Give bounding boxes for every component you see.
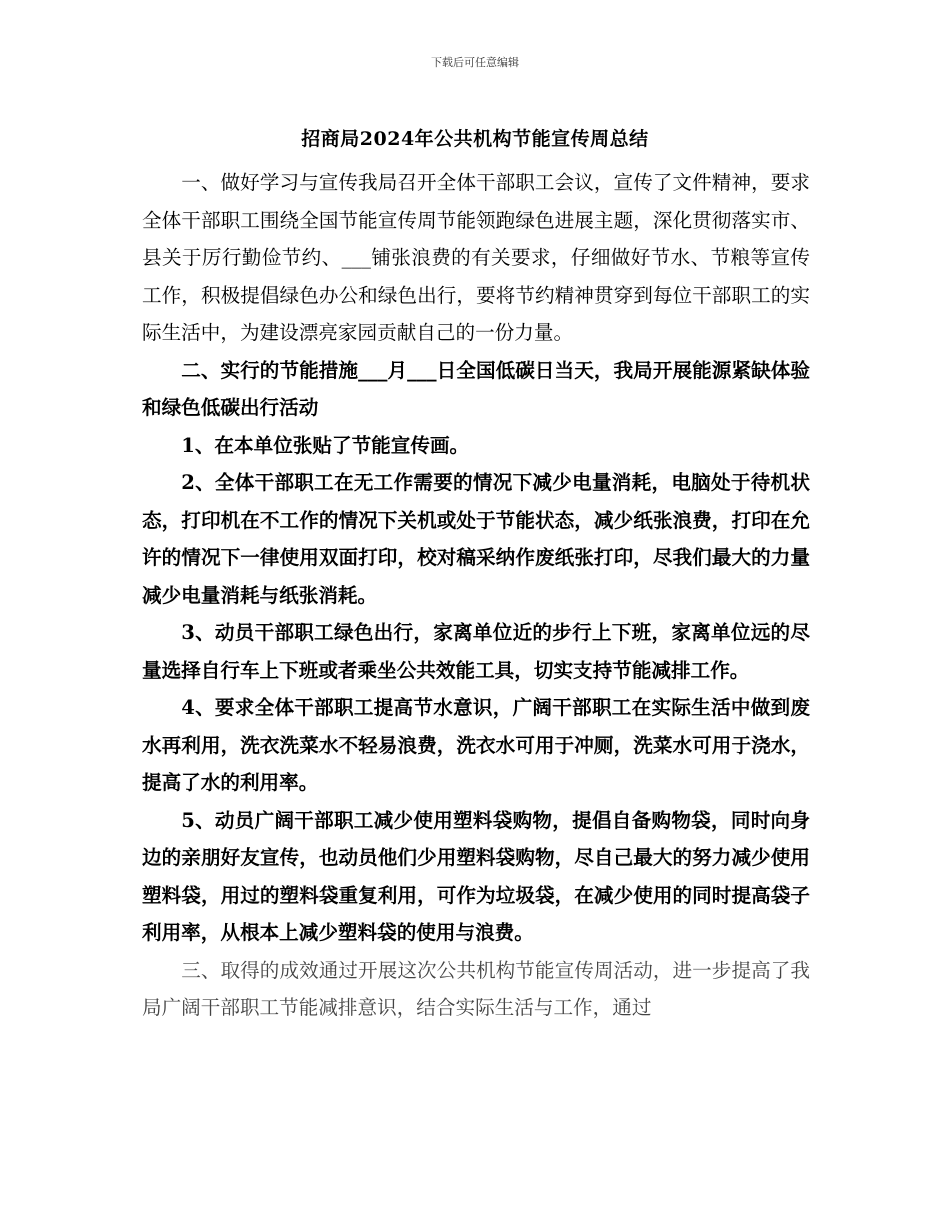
paragraph-item-5: 5、动员广阔干部职工减少使用塑料袋购物，提倡自备购物袋，同时向身边的亲朋好友宣传，也动员他们少用塑料袋购物，尽自己最大的努力减少使用塑料袋，用过的塑料袋重复利用，可作为垃圾袋，在减少使用的同时提高袋子利用率，从根本上减少塑料袋的使用与浪费。 bbox=[142, 808, 810, 944]
paragraph-item-2: 2、全体干部职工在无工作需要的情况下减少电量消耗，电脑处于待机状态，打印机在不工作的情况下关机或处于节能状态，减少纸张浪费，打印在允许的情况下一律使用双面打印，校对稿采纳作废纸张打印，尽我们最大的力量减少电量消耗与纸张消耗。 bbox=[142, 471, 810, 607]
paragraph-section-2-heading: 二、实行的节能措施___月___日全国低碳日当天，我局开展能源紧缺体验和绿色低碳出行活动 bbox=[142, 358, 810, 419]
paragraph-item-3: 3、动员干部职工绿色出行，家离单位近的步行上下班，家离单位远的尽量选择自行车上下班或者乘坐公共效能工具，切实支持节能减排工作。 bbox=[142, 621, 810, 682]
paragraph-section-1: 一、做好学习与宣传我局召开全体干部职工会议，宣传了文件精神，要求全体干部职工围绕全国节能宣传周节能领跑绿色进展主题，深化贯彻落实市、县关于厉行勤俭节约、___铺张浪费的有关要求，仔细做好节水、节粮等宣传工作，积极提倡绿色办公和绿色出行，要将节约精神贯穿到每位干部职工的实际生活中，为建设漂亮家园贡献自己的一份力量。 bbox=[142, 171, 810, 344]
paragraph-item-1: 1、在本单位张贴了节能宣传画。 bbox=[181, 433, 470, 457]
paragraph-section-3: 三、取得的成效通过开展这次公共机构节能宣传周活动，进一步提高了我局广阔干部职工节能减排意识，结合实际生活与工作，通过 bbox=[142, 958, 810, 1019]
document-title: 招商局2024年公共机构节能宣传周总结 bbox=[301, 128, 649, 150]
document-body bbox=[142, 164, 810, 1027]
page-header-note: 下载后可任意编辑 bbox=[431, 56, 519, 69]
paragraph-item-4: 4、要求全体干部职工提高节水意识，广阔干部职工在实际生活中做到废水再利用，洗衣洗菜水不轻易浪费，洗衣水可用于冲厕，洗菜水可用于浇水，提高了水的利用率。 bbox=[142, 696, 810, 794]
